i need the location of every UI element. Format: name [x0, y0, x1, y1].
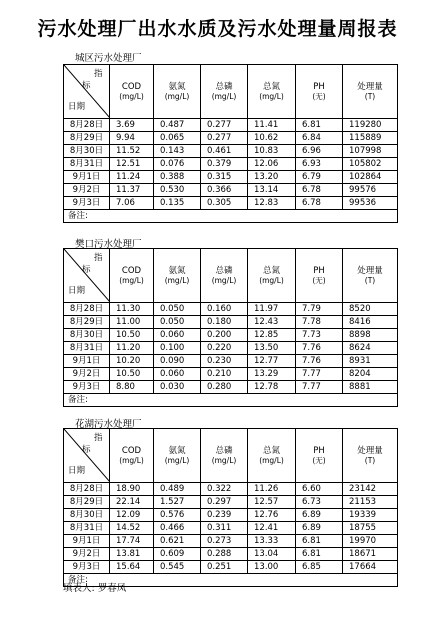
value-cell: 102864: [343, 171, 398, 184]
value-cell: 13.20: [248, 171, 296, 184]
column-name: 氨氮: [168, 81, 186, 92]
value-cell: 12.09: [110, 509, 154, 522]
column-name: COD: [121, 81, 142, 92]
value-cell: 0.311: [201, 522, 248, 535]
value-cell: 7.73: [296, 329, 343, 342]
value-cell: 21153: [343, 496, 398, 509]
table-row: [64, 303, 398, 316]
table-row: [64, 483, 398, 496]
value-cell: 0.076: [154, 158, 201, 171]
column-name: 氨氮: [168, 265, 186, 276]
date-cell: 8月28日: [64, 119, 110, 132]
column-name: 处理量: [357, 81, 383, 92]
remark-cell: [64, 394, 398, 407]
column-header: [296, 429, 343, 483]
header-date-label: 日期: [68, 102, 86, 112]
value-cell: 6.84: [296, 132, 343, 145]
column-unit: (mg/L): [164, 455, 190, 465]
value-cell: 12.78: [248, 381, 296, 394]
column-header: [201, 429, 248, 483]
column-header: [201, 65, 248, 119]
column-name: 处理量: [357, 445, 383, 456]
value-cell: 12.85: [248, 329, 296, 342]
filler-name: 罗春凤: [97, 583, 127, 594]
date-cell: 8月29日: [64, 316, 110, 329]
column-header: [248, 249, 296, 303]
date-cell: 9月2日: [64, 184, 110, 197]
value-cell: 12.41: [248, 522, 296, 535]
column-header: [343, 65, 398, 119]
column-name: 总氮: [262, 445, 280, 456]
value-cell: 7.06: [110, 197, 154, 210]
value-cell: 0.030: [154, 381, 201, 394]
column-header: [154, 429, 201, 483]
header-indicator-label: 标: [82, 445, 91, 455]
value-cell: 11.20: [110, 342, 154, 355]
value-cell: 13.14: [248, 184, 296, 197]
date-cell: 9月2日: [64, 548, 110, 561]
filler-line: [63, 580, 126, 594]
column-unit: (mg/L): [164, 91, 190, 101]
column-unit: (mg/L): [211, 275, 237, 285]
table-row: [64, 158, 398, 171]
column-unit: (T): [364, 91, 376, 101]
column-unit: (无): [312, 455, 326, 465]
column-name: PH: [313, 81, 325, 92]
value-cell: 6.85: [296, 561, 343, 574]
table-row: [64, 132, 398, 145]
column-header: [248, 429, 296, 483]
value-cell: 12.83: [248, 197, 296, 210]
remark-row: [64, 394, 398, 407]
value-cell: 0.277: [201, 119, 248, 132]
value-cell: 17.74: [110, 535, 154, 548]
value-cell: 6.93: [296, 158, 343, 171]
value-cell: 0.388: [154, 171, 201, 184]
value-cell: 105802: [343, 158, 398, 171]
date-cell: 8月30日: [64, 145, 110, 158]
value-cell: 13.04: [248, 548, 296, 561]
date-cell: 8月28日: [64, 483, 110, 496]
date-cell: 8月31日: [64, 342, 110, 355]
header-row: [64, 429, 398, 483]
value-cell: 11.24: [110, 171, 154, 184]
value-cell: 7.79: [296, 303, 343, 316]
value-cell: 99536: [343, 197, 398, 210]
column-header: [154, 65, 201, 119]
value-cell: 0.315: [201, 171, 248, 184]
value-cell: 6.81: [296, 548, 343, 561]
value-cell: 1.527: [154, 496, 201, 509]
column-header: [201, 249, 248, 303]
value-cell: 0.273: [201, 535, 248, 548]
table-row: [64, 184, 398, 197]
column-name: COD: [121, 445, 142, 456]
value-cell: 0.288: [201, 548, 248, 561]
value-cell: 7.77: [296, 381, 343, 394]
remark-label: 备注:: [68, 395, 88, 405]
value-cell: 17664: [343, 561, 398, 574]
value-cell: 0.135: [154, 197, 201, 210]
report-title: 污水处理厂出水水质及污水处理量周报表: [37, 18, 398, 40]
value-cell: 6.96: [296, 145, 343, 158]
value-cell: 19339: [343, 509, 398, 522]
value-cell: 7.76: [296, 355, 343, 368]
value-cell: 13.50: [248, 342, 296, 355]
value-cell: 6.81: [296, 535, 343, 548]
value-cell: 7.78: [296, 316, 343, 329]
value-cell: 119280: [343, 119, 398, 132]
column-header: [154, 249, 201, 303]
table-row: [64, 171, 398, 184]
value-cell: 6.89: [296, 522, 343, 535]
value-cell: 0.060: [154, 368, 201, 381]
column-name: 处理量: [357, 265, 383, 276]
column-unit: (mg/L): [119, 455, 144, 465]
column-header: [248, 65, 296, 119]
remark-cell: [64, 210, 398, 223]
column-header: [296, 249, 343, 303]
table-row: [64, 535, 398, 548]
plant-table: [63, 248, 398, 407]
value-cell: 6.89: [296, 509, 343, 522]
header-date-label: 日期: [68, 466, 86, 476]
date-cell: 8月30日: [64, 329, 110, 342]
table-row: [64, 197, 398, 210]
column-header: [343, 429, 398, 483]
column-unit: (mg/L): [119, 91, 144, 101]
value-cell: 14.52: [110, 522, 154, 535]
date-cell: 8月29日: [64, 496, 110, 509]
table-row: [64, 342, 398, 355]
header-row: [64, 65, 398, 119]
value-cell: 107998: [343, 145, 398, 158]
column-unit: (T): [364, 275, 376, 285]
date-cell: 9月1日: [64, 171, 110, 184]
date-cell: 9月3日: [64, 561, 110, 574]
date-cell: 8月31日: [64, 522, 110, 535]
column-name: COD: [121, 265, 142, 276]
value-cell: 18755: [343, 522, 398, 535]
value-cell: 0.466: [154, 522, 201, 535]
column-name: 总氮: [262, 265, 280, 276]
column-name: 氨氮: [168, 445, 186, 456]
table-row: [64, 368, 398, 381]
date-cell: 9月1日: [64, 355, 110, 368]
column-unit: (mg/L): [119, 275, 144, 285]
value-cell: 0.060: [154, 329, 201, 342]
value-cell: 19970: [343, 535, 398, 548]
column-header: [110, 249, 154, 303]
value-cell: 6.60: [296, 483, 343, 496]
table-row: [64, 496, 398, 509]
diagonal-header-cell: [64, 249, 110, 303]
value-cell: 0.100: [154, 342, 201, 355]
table-row: [64, 145, 398, 158]
diagonal-header-cell: [64, 429, 110, 483]
column-header: [343, 249, 398, 303]
value-cell: 13.81: [110, 548, 154, 561]
header-indicator-label: 指: [94, 69, 103, 79]
value-cell: 23142: [343, 483, 398, 496]
value-cell: 18671: [343, 548, 398, 561]
date-cell: 8月29日: [64, 132, 110, 145]
header-indicator-label: 指: [94, 433, 103, 443]
value-cell: 11.26: [248, 483, 296, 496]
column-unit: (mg/L): [259, 91, 284, 101]
column-name: PH: [313, 445, 325, 456]
value-cell: 8.80: [110, 381, 154, 394]
column-header: [296, 65, 343, 119]
value-cell: 11.37: [110, 184, 154, 197]
value-cell: 0.090: [154, 355, 201, 368]
value-cell: 0.220: [201, 342, 248, 355]
value-cell: 0.160: [201, 303, 248, 316]
column-unit: (mg/L): [211, 455, 237, 465]
value-cell: 22.14: [110, 496, 154, 509]
date-cell: 9月1日: [64, 535, 110, 548]
value-cell: 13.29: [248, 368, 296, 381]
value-cell: 0.487: [154, 119, 201, 132]
value-cell: 0.065: [154, 132, 201, 145]
table-row: [64, 119, 398, 132]
value-cell: 10.50: [110, 329, 154, 342]
plant-label: 城区污水处理厂: [75, 53, 142, 64]
value-cell: 0.461: [201, 145, 248, 158]
value-cell: 8931: [343, 355, 398, 368]
value-cell: 12.57: [248, 496, 296, 509]
value-cell: 3.69: [110, 119, 154, 132]
value-cell: 11.00: [110, 316, 154, 329]
value-cell: 10.83: [248, 145, 296, 158]
value-cell: 0.297: [201, 496, 248, 509]
column-unit: (mg/L): [211, 91, 237, 101]
plant-label: 花湖污水处理厂: [75, 419, 142, 430]
value-cell: 0.143: [154, 145, 201, 158]
value-cell: 12.76: [248, 509, 296, 522]
value-cell: 8624: [343, 342, 398, 355]
date-cell: 8月28日: [64, 303, 110, 316]
value-cell: 7.76: [296, 342, 343, 355]
value-cell: 15.64: [110, 561, 154, 574]
value-cell: 0.545: [154, 561, 201, 574]
remark-label: 备注:: [68, 211, 88, 221]
date-cell: 9月2日: [64, 368, 110, 381]
value-cell: 6.78: [296, 184, 343, 197]
value-cell: 8520: [343, 303, 398, 316]
table-row: [64, 522, 398, 535]
value-cell: 12.77: [248, 355, 296, 368]
diagonal-header-cell: [64, 65, 110, 119]
table-row: [64, 548, 398, 561]
value-cell: 0.530: [154, 184, 201, 197]
column-name: 总磷: [215, 81, 233, 92]
column-unit: (无): [312, 91, 326, 101]
table-row: [64, 561, 398, 574]
value-cell: 8881: [343, 381, 398, 394]
value-cell: 0.576: [154, 509, 201, 522]
value-cell: 10.20: [110, 355, 154, 368]
header-row: [64, 249, 398, 303]
value-cell: 12.43: [248, 316, 296, 329]
value-cell: 8204: [343, 368, 398, 381]
value-cell: 0.489: [154, 483, 201, 496]
column-header: [110, 429, 154, 483]
value-cell: 10.62: [248, 132, 296, 145]
value-cell: 0.200: [201, 329, 248, 342]
value-cell: 0.277: [201, 132, 248, 145]
remark-row: [64, 210, 398, 223]
value-cell: 9.94: [110, 132, 154, 145]
value-cell: 0.280: [201, 381, 248, 394]
value-cell: 115889: [343, 132, 398, 145]
value-cell: 13.33: [248, 535, 296, 548]
value-cell: 0.050: [154, 303, 201, 316]
table-row: [64, 381, 398, 394]
value-cell: 0.621: [154, 535, 201, 548]
value-cell: 0.050: [154, 316, 201, 329]
value-cell: 6.78: [296, 197, 343, 210]
value-cell: 0.180: [201, 316, 248, 329]
table-row: [64, 355, 398, 368]
table-row: [64, 329, 398, 342]
date-cell: 9月3日: [64, 381, 110, 394]
value-cell: 0.210: [201, 368, 248, 381]
header-indicator-label: 标: [82, 265, 91, 275]
column-unit: (T): [364, 455, 376, 465]
plant-label: 樊口污水处理厂: [75, 239, 142, 250]
remark-label: 备注:: [68, 575, 88, 585]
plant-table: [63, 64, 398, 223]
date-cell: 9月3日: [64, 197, 110, 210]
value-cell: 11.41: [248, 119, 296, 132]
header-indicator-label: 标: [82, 81, 91, 91]
value-cell: 0.230: [201, 355, 248, 368]
column-unit: (mg/L): [259, 275, 284, 285]
plant-table: [63, 428, 398, 587]
value-cell: 0.379: [201, 158, 248, 171]
value-cell: 10.50: [110, 368, 154, 381]
column-header: [110, 65, 154, 119]
header-indicator-label: 指: [94, 253, 103, 263]
value-cell: 8898: [343, 329, 398, 342]
column-unit: (mg/L): [259, 455, 284, 465]
table-row: [64, 316, 398, 329]
column-name: 总磷: [215, 445, 233, 456]
date-cell: 8月30日: [64, 509, 110, 522]
table-row: [64, 509, 398, 522]
value-cell: 13.00: [248, 561, 296, 574]
value-cell: 18.90: [110, 483, 154, 496]
value-cell: 6.79: [296, 171, 343, 184]
date-cell: 8月31日: [64, 158, 110, 171]
filler-label: 填表人:: [63, 583, 95, 594]
value-cell: 0.322: [201, 483, 248, 496]
value-cell: 12.51: [110, 158, 154, 171]
value-cell: 11.30: [110, 303, 154, 316]
value-cell: 12.06: [248, 158, 296, 171]
column-name: 总氮: [262, 81, 280, 92]
value-cell: 99576: [343, 184, 398, 197]
value-cell: 11.97: [248, 303, 296, 316]
value-cell: 0.366: [201, 184, 248, 197]
value-cell: 0.609: [154, 548, 201, 561]
value-cell: 11.52: [110, 145, 154, 158]
column-name: PH: [313, 265, 325, 276]
value-cell: 0.239: [201, 509, 248, 522]
column-unit: (无): [312, 275, 326, 285]
header-date-label: 日期: [68, 286, 86, 296]
value-cell: 8416: [343, 316, 398, 329]
value-cell: 0.251: [201, 561, 248, 574]
column-name: 总磷: [215, 265, 233, 276]
value-cell: 6.73: [296, 496, 343, 509]
value-cell: 6.81: [296, 119, 343, 132]
value-cell: 7.77: [296, 368, 343, 381]
column-unit: (mg/L): [164, 275, 190, 285]
value-cell: 0.305: [201, 197, 248, 210]
